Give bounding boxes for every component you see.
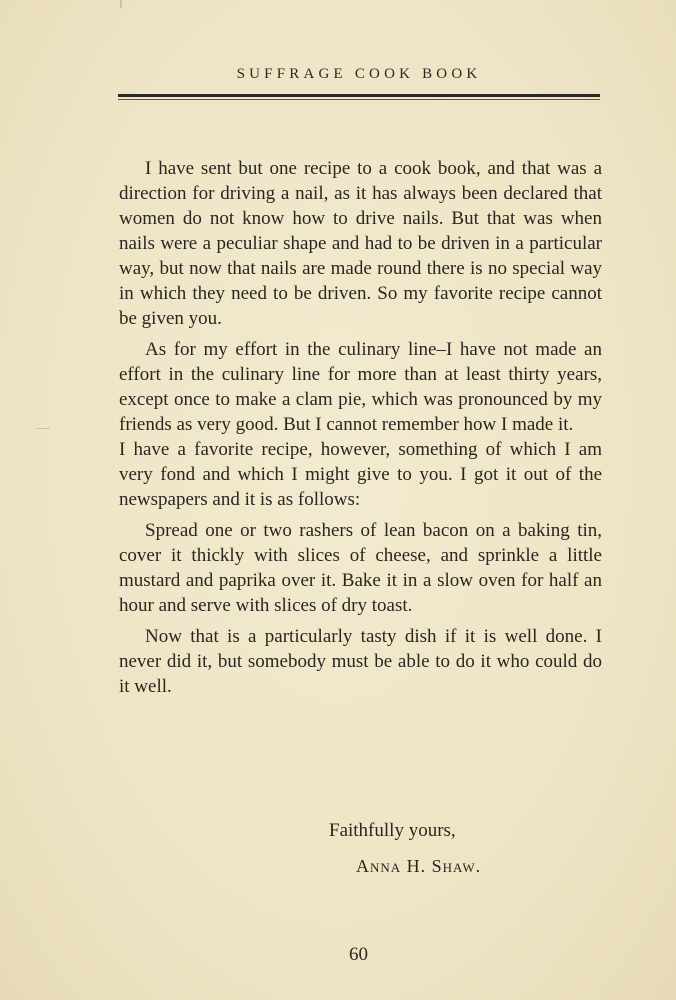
signature: Anna H. Shaw. xyxy=(356,856,482,876)
paragraph-recipe-instructions: Spread one or two rashers of lean bacon on a baking tin, cover it thickly with slices of cheese, and sprinkle a little mustard and paprika over it. Bake it in a slow oven for half an hour and serve with slices of dry toast. xyxy=(119,520,602,616)
header-rule-thin xyxy=(118,99,600,100)
page-speck xyxy=(120,0,122,8)
closing-salutation: Faithfully yours, xyxy=(329,820,456,841)
running-head: SUFFRAGE COOK BOOK xyxy=(236,66,482,82)
paragraph-nail-recipe: I have sent but one recipe to a cook book, and that was a direction for driving a nail, as it has always been declared that women do not know how to drive nails. But that was when nails were a peculiar shape and had to be driven in a particular way, but now that nails are made round there is no special way in which they need to be driven. So my favorite recipe cannot be given you. xyxy=(119,158,602,329)
letter-body xyxy=(119,156,602,699)
paragraph-favorite-recipe: I have a favorite recipe, however, something of which I am very fond and which I might give to you. I got it out of the newspapers and it is as follows: xyxy=(119,439,602,510)
margin-tick xyxy=(36,428,50,429)
paragraph-culinary-effort: As for my effort in the culinary line–I have not made an effort in the culinary line for more than at least thirty years, except once to make a clam pie, which was pronounced by my friends as very good. But I cannot remember how I made it. xyxy=(119,339,602,435)
header-rule-thick xyxy=(118,94,600,97)
paragraph-tasty-dish: Now that is a particularly tasty dish if it is well done. I never did it, but somebody must be able to do it who could do it well. xyxy=(119,626,602,697)
page-number: 60 xyxy=(349,944,368,965)
